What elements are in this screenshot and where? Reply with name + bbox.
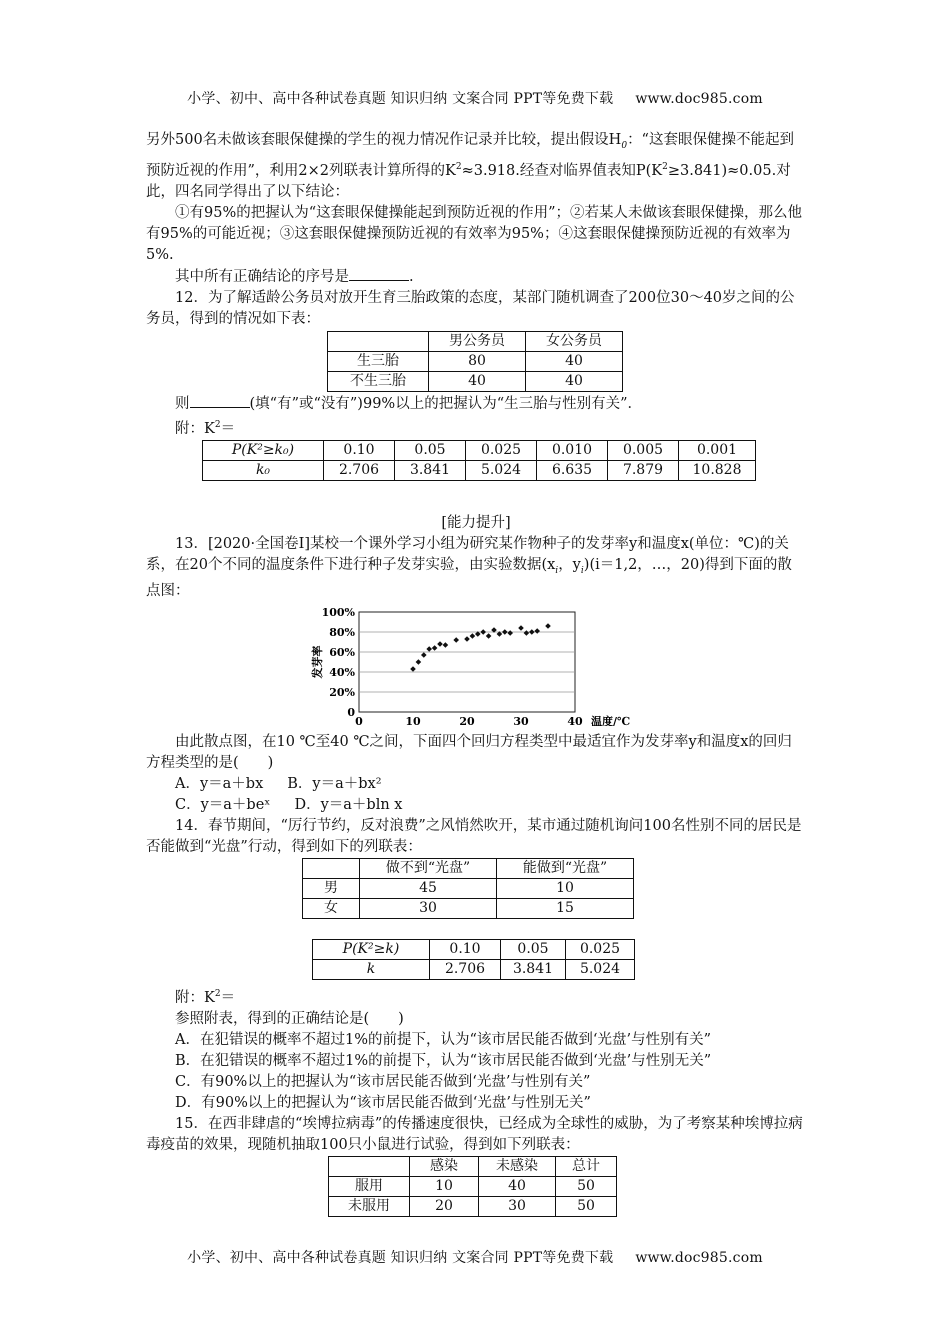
y-tick-label: 20% [329, 686, 355, 700]
q14-ask: 参照附表，得到的正确结论是( ) [175, 1011, 404, 1028]
page-header [0, 88, 950, 108]
table-row [328, 351, 623, 371]
y-tick-label: 80% [329, 626, 355, 640]
q15-cell: 30 [479, 1197, 556, 1217]
q15-cell: 服用 [329, 1177, 410, 1197]
q14-option-c[interactable]: C．有90%以上的把握认为“该市居民能否做到‘光盘’与性别有关” [175, 1074, 591, 1091]
scatter-point [486, 634, 492, 640]
q15-cell: 感染 [410, 1157, 479, 1177]
table-row [329, 1177, 617, 1197]
q14-cell: 能做到“光盘” [497, 859, 634, 879]
ktable-cell: 2.706 [324, 460, 395, 480]
q15-cell: 50 [556, 1197, 617, 1217]
scatter-point [464, 637, 470, 643]
scatter-point [507, 631, 513, 637]
scatter-point [410, 667, 416, 673]
ktable-cell: 2.706 [430, 960, 501, 980]
scatter-point [524, 631, 530, 637]
q14-option-a[interactable]: A．在犯错误的概率不超过1%的前提下，认为“该市居民能否做到‘光盘’与性别有关” [175, 1032, 712, 1049]
x-tick-label: 20 [459, 715, 475, 727]
scatter-point [443, 643, 449, 649]
q14-cell: 10 [497, 879, 634, 899]
q15-table [328, 1156, 617, 1217]
q12-ktable [202, 440, 756, 481]
q13-option-a[interactable]: A．y＝a＋bx [175, 776, 264, 793]
table-row [313, 960, 635, 980]
q12-then: 则 (填“有”或“没有”)99%以上的把握认为“生三胎与性别有关”． [146, 393, 806, 415]
scatter-point [421, 653, 427, 659]
ktable-cell: 3.841 [501, 960, 566, 980]
scatter-point [470, 634, 476, 640]
table-row [313, 940, 635, 960]
q12-cell: 80 [429, 351, 526, 371]
scatter-point [426, 647, 432, 653]
ktable-cell: 3.841 [395, 460, 466, 480]
q11-answer-blank[interactable] [349, 266, 409, 281]
plot-frame [359, 612, 575, 712]
ktable-cell: 0.10 [324, 440, 395, 460]
q13-stem: 13．[2020·全国卷Ⅰ]某校一个课外学习小组为研究某作物种子的发芽率y和温度x(单位：℃)的关系，在20个不同的温度条件下进行种子发芽实验，由实验数据($x_i$，$y_i)(i=1,2$，…，20)得到下面的散点图： [146, 535, 792, 600]
scatter-chart [311, 606, 671, 726]
table-row [303, 859, 634, 879]
ktable-cell: 0.005 [608, 440, 679, 460]
y-axis-label: 发芽率 [311, 645, 324, 679]
q12-cell: 40 [526, 371, 623, 391]
footer-text: 小学、初中、高中各种试卷真题 知识归纳 文案合同 PPT等免费下载 [187, 1250, 614, 1266]
table-row [329, 1197, 617, 1217]
q12-header-2: 女公务员 [526, 331, 623, 351]
scatter-chart-svg [311, 606, 671, 726]
q14-cell: 30 [360, 899, 497, 919]
q15-cell: 20 [410, 1197, 479, 1217]
q14-appendix: 附：$K^2=$ [175, 989, 236, 1007]
ktable-cell: 5.024 [466, 460, 537, 480]
x-tick-label: 40 [567, 715, 583, 727]
q14-cell: 做不到“光盘” [360, 859, 497, 879]
q13-after: 由此散点图，在10 ℃至40 ℃之间，下面四个回归方程类型中最适宜作为发芽率y和温度x的回归方程类型的是( ) [146, 734, 792, 772]
q12-cell: 40 [429, 371, 526, 391]
ktable-cell: 7.879 [608, 460, 679, 480]
x-tick-label: 30 [513, 715, 529, 727]
table-row [203, 440, 756, 460]
ktable-cell: 0.010 [537, 440, 608, 460]
q11-ask: 其中所有正确结论的序号是 . [146, 266, 806, 288]
header-url[interactable]: www.doc985.com [635, 91, 763, 107]
table-row [303, 879, 634, 899]
y-tick-label: 0 [347, 706, 355, 720]
q12-cell: 不生三胎 [328, 371, 429, 391]
table-row [203, 460, 756, 480]
q15-cell: 40 [479, 1177, 556, 1197]
q12-stem: 12．为了解适龄公务员对放开生育三胎政策的态度，某部门随机调查了200位30～40岁之间的公务员，得到的情况如下表： [146, 289, 795, 327]
ktable-cell: 0.05 [501, 940, 566, 960]
ktable-label: P(K²≥k) [313, 940, 430, 960]
q12-cell: 生三胎 [328, 351, 429, 371]
footer-url[interactable]: www.doc985.com [635, 1250, 763, 1266]
q15-cell: 未服用 [329, 1197, 410, 1217]
q13-option-d[interactable]: D．y＝a＋bln x [294, 797, 403, 814]
ktable-cell: 5.024 [566, 960, 635, 980]
scatter-point [453, 638, 459, 644]
q11-stem: 另外500名未做该套眼保健操的学生的视力情况作记录并比较，提出假设$H_0$：“这套眼保健操不能起到预防近视的作用”，利用2×2列联表计算所得的$K^2\approx 3.918$.经查对临界值表知$P(K^2\ge 3.841)\approx 0.05$.对此，四名同学得出了以下结论： [146, 132, 794, 200]
ktable-label: k [313, 960, 430, 980]
q15-cell [329, 1157, 410, 1177]
q13-option-c[interactable]: C．y＝a＋beˣ [175, 797, 271, 814]
q12-cell: 40 [526, 351, 623, 371]
x-tick-label: 0 [355, 715, 363, 727]
q14-stem: 14．春节期间，“厉行节约，反对浪费”之风悄然吹开，某市通过随机询问100名性别不同的居民是否能做到“光盘”行动，得到如下的列联表： [146, 818, 802, 856]
scatter-point [437, 642, 443, 648]
ktable-label: P(K²≥k₀) [203, 440, 324, 460]
y-tick-label: 60% [329, 646, 355, 660]
q13-options-row2 [146, 795, 806, 816]
q14-option-d[interactable]: D．有90%以上的把握认为“该市居民能否做到‘光盘’与性别无关” [175, 1095, 591, 1112]
y-tick-label: 40% [329, 666, 355, 680]
page-footer [0, 1247, 950, 1267]
q14-cell: 45 [360, 879, 497, 899]
scatter-point [416, 660, 422, 666]
q14-cell: 15 [497, 899, 634, 919]
scatter-point [480, 630, 486, 636]
q15-cell: 10 [410, 1177, 479, 1197]
scatter-point [529, 630, 535, 636]
q12-answer-blank[interactable] [190, 393, 250, 408]
q14-cell: 男 [303, 879, 360, 899]
ktable-cell: 0.05 [395, 440, 466, 460]
ktable-cell: 0.025 [466, 440, 537, 460]
q14-option-b[interactable]: B．在犯错误的概率不超过1%的前提下，认为“该市居民能否做到‘光盘’与性别无关” [175, 1053, 712, 1070]
table-row [328, 371, 623, 391]
scatter-point [545, 624, 551, 630]
q13-options-row1 [146, 774, 806, 795]
section-title: [能力提升] [441, 514, 511, 531]
x-tick-label: 10 [405, 715, 421, 727]
ktable-cell: 6.635 [537, 460, 608, 480]
q13-option-b[interactable]: B．y＝a＋bx² [287, 776, 382, 793]
q14-table [302, 858, 634, 919]
ktable-label: k₀ [203, 460, 324, 480]
q14-cell: 女 [303, 899, 360, 919]
scatter-point [534, 629, 540, 635]
q12-table [327, 331, 623, 392]
page-body [146, 130, 806, 1217]
x-axis-label: 温度/℃ [591, 715, 631, 727]
y-tick-label: 100% [321, 606, 355, 620]
ktable-cell: 0.001 [679, 440, 756, 460]
q11-conclusions: ①有95%的把握认为“这套眼保健操能起到预防近视的作用”；②若某人未做该套眼保健操，那么他有95%的可能近视；③这套眼保健操预防近视的有效率为95%；④这套眼保健操预防近视的有效率为5%. [146, 204, 803, 263]
q12-header-0 [328, 331, 429, 351]
table-row [329, 1157, 617, 1177]
table-row [303, 899, 634, 919]
ktable-cell: 0.10 [430, 940, 501, 960]
q15-cell: 未感染 [479, 1157, 556, 1177]
scatter-point [502, 630, 508, 636]
q14-cell [303, 859, 360, 879]
header-text: 小学、初中、高中各种试卷真题 知识归纳 文案合同 PPT等免费下载 [187, 91, 614, 107]
ktable-cell: 0.025 [566, 940, 635, 960]
ktable-cell: 10.828 [679, 460, 756, 480]
q15-cell: 总计 [556, 1157, 617, 1177]
q12-appendix: 附：$K^2=$ [175, 419, 236, 437]
q15-cell: 50 [556, 1177, 617, 1197]
q12-header-1: 男公务员 [429, 331, 526, 351]
scatter-point [518, 626, 524, 632]
q15-stem: 15．在西非肆虐的“埃博拉病毒”的传播速度很快，已经成为全球性的威胁，为了考察某种埃博拉病毒疫苗的效果，现随机抽取100只小鼠进行试验，得到如下列联表： [146, 1116, 803, 1154]
q14-ktable [312, 939, 635, 980]
scatter-point [432, 646, 438, 652]
